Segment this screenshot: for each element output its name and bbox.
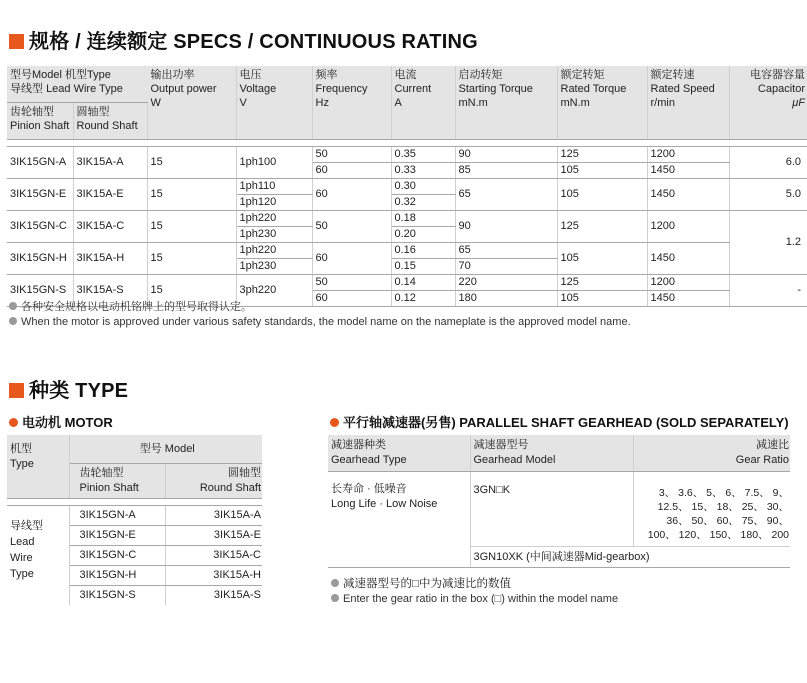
table-row: 3IK15GN-E 3IK15A-E bbox=[7, 526, 262, 546]
table-row: 1ph230 0.15 70 bbox=[7, 259, 807, 275]
square-bullet-icon bbox=[9, 34, 24, 49]
current-header: 电流 Current A bbox=[391, 66, 455, 140]
gearhead-note-en: Enter the gear ratio in the box (□) within the model name bbox=[331, 593, 618, 605]
mid-gearbox-cell: 3GN10XK (中间减速器Mid-gearbox) bbox=[470, 547, 790, 568]
gear-ratio-header: 减速比 Gear Ratio bbox=[633, 435, 790, 472]
round-shaft-header: 圆轴型 Round Shaft bbox=[73, 103, 147, 140]
table-row: 3IK15GN-E 3IK15A-E 15 1ph110 60 0.30 65 105 1450 5.0 bbox=[7, 179, 807, 195]
specs-header-row bbox=[7, 66, 807, 103]
gearhead-type-cell: 长寿命 · 低噪音 Long Life · Low Noise bbox=[328, 472, 470, 568]
rated-speed-header: 额定转速 Rated Speed r/min bbox=[647, 66, 729, 140]
gearhead-subtitle: 平行轴减速器(另售) PARALLEL SHAFT GEARHEAD (SOLD SEPARATELY) bbox=[330, 412, 789, 431]
table-row: 3IK15GN-H 3IK15A-H bbox=[7, 566, 262, 586]
bullet-icon bbox=[9, 418, 18, 427]
gearhead-note-cn: 减速器型号的□中为减速比的数值 bbox=[331, 575, 511, 591]
table-row: 1ph120 0.32 bbox=[7, 195, 807, 211]
table-row: 导线型 Lead Wire Type 3IK15GN-A 3IK15A-A bbox=[7, 506, 262, 526]
table-row: 60 0.33 85 105 1450 bbox=[7, 163, 807, 179]
rated-torque-header: 额定转矩 Rated Torque mN.m bbox=[557, 66, 647, 140]
gearhead-header-row bbox=[328, 435, 790, 472]
square-bullet-icon bbox=[9, 383, 24, 398]
bullet-icon bbox=[9, 317, 17, 325]
table-row: 3IK15GN-S 3IK15A-S 15 3ph220 50 0.14 220 125 1200 - bbox=[7, 275, 807, 291]
table-row: 60 0.12 180 105 1450 bbox=[7, 291, 807, 307]
bullet-icon bbox=[331, 594, 339, 602]
bullet-icon bbox=[330, 418, 339, 427]
table-row: 3IK15GN-A 3IK15A-A 15 1ph100 50 0.35 90 125 1200 6.0 bbox=[7, 147, 807, 163]
model-type-header: 型号Model 机型Type 导线型 Lead Wire Type bbox=[7, 66, 147, 103]
frequency-header: 频率 Frequency Hz bbox=[312, 66, 391, 140]
specs-section-title: 规格 / 连续额定 SPECS / CONTINUOUS RATING bbox=[9, 25, 478, 54]
table-row bbox=[328, 472, 790, 547]
type-section-title: 种类 TYPE bbox=[9, 374, 128, 403]
specs-table bbox=[7, 66, 807, 307]
bullet-icon bbox=[9, 302, 17, 310]
motor-pinion-header: 齿轮轴型 Pinion Shaft bbox=[69, 464, 165, 499]
motor-subtitle: 电动机 MOTOR bbox=[9, 412, 113, 431]
motor-model-header: 型号 Model bbox=[69, 435, 262, 464]
gearhead-type-header: 减速器种类 Gearhead Type bbox=[328, 435, 470, 472]
table-row: 3IK15GN-S 3IK15A-S bbox=[7, 586, 262, 606]
table-row: 1ph230 0.20 bbox=[7, 227, 807, 243]
specs-note-en: When the motor is approved under various safety standards, the model name on the nameplate is the approved model name. bbox=[9, 316, 631, 328]
gearhead-table bbox=[328, 435, 790, 568]
lead-wire-type-label: 导线型 Lead Wire Type bbox=[7, 506, 69, 606]
table-row: 3IK15GN-C 3IK15A-C 15 1ph220 50 0.18 90 125 1200 1.2 bbox=[7, 211, 807, 227]
pinion-shaft-header: 齿轮轴型 Pinion Shaft bbox=[7, 103, 73, 140]
table-row: 3IK15GN-H 3IK15A-H 15 1ph220 60 0.16 65 105 1450 bbox=[7, 243, 807, 259]
output-header: 输出功率 Output power W bbox=[147, 66, 236, 140]
motor-table bbox=[7, 435, 262, 605]
gearhead-model-header: 减速器型号 Gearhead Model bbox=[470, 435, 633, 472]
capacitor-header: 电容器容量 Capacitor μF bbox=[729, 66, 807, 140]
voltage-header: 电压 Voltage V bbox=[236, 66, 312, 140]
starting-torque-header: 启动转矩 Starting Torque mN.m bbox=[455, 66, 557, 140]
gearhead-model-cell: 3GN□K bbox=[470, 472, 633, 547]
bullet-icon bbox=[331, 579, 339, 587]
specs-note-cn: 各种安全规格以电动机铭牌上的型号取得认定。 bbox=[9, 298, 252, 314]
motor-type-header: 机型 Type bbox=[7, 435, 69, 499]
table-row: 3IK15GN-C 3IK15A-C bbox=[7, 546, 262, 566]
motor-round-header: 圆轴型 Round Shaft bbox=[165, 464, 262, 499]
motor-header-row bbox=[7, 435, 262, 464]
gear-ratio-list: 3、 3.6、 5、 6、 7.5、 9、 12.5、 15、 18、 25、 30、 36、 50、 60、 75、 90、 100、 120、 150、 180、 200 bbox=[647, 487, 789, 541]
